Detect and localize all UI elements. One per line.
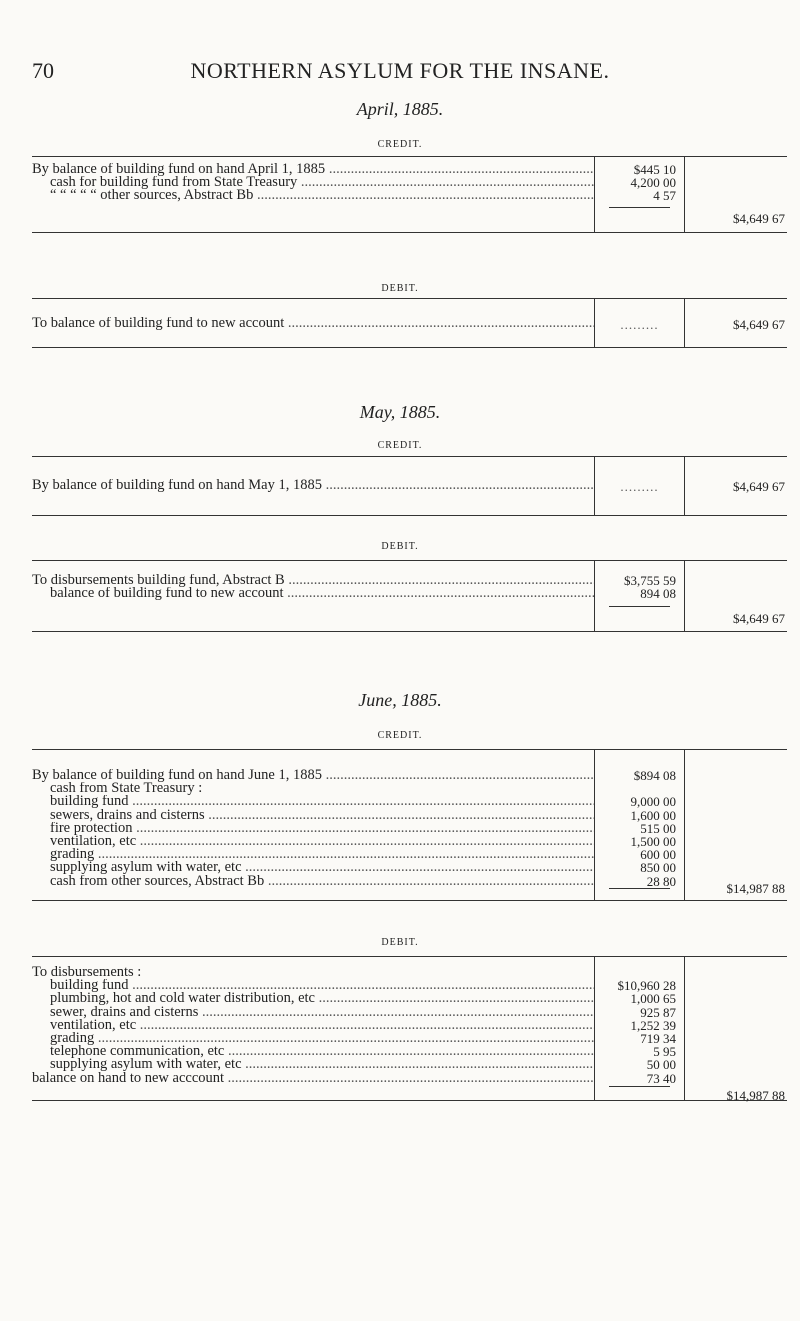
amount: 925 87 [640, 1004, 676, 1020]
june-debit-lines [32, 966, 594, 1085]
amount: $10,960 28 [617, 978, 676, 994]
june-debit-label: DEBIT. [381, 937, 419, 948]
april-debit-label: DEBIT. [381, 283, 419, 294]
amount: 1,600 00 [630, 807, 676, 823]
may-debit-table [32, 560, 787, 632]
amount: 719 34 [640, 1031, 676, 1046]
amount-column [594, 750, 685, 900]
amount: 73 40 [646, 1070, 676, 1086]
amount: 4 57 [653, 188, 676, 204]
june-debit-table [32, 956, 787, 1101]
april-heading: April, 1885. [356, 99, 444, 119]
amount-column [594, 157, 685, 232]
ledger-line: building fund ..... [32, 979, 594, 992]
may-credit-label: CREDIT. [377, 440, 423, 451]
amount: 28 80 [646, 873, 676, 889]
amount-column [594, 457, 685, 515]
may-credit-lines [32, 479, 594, 492]
page-number: 70 [32, 58, 54, 83]
ledger-line: grading ..... [32, 848, 594, 861]
may-debit-lines [32, 574, 594, 600]
amount: $445 10 [633, 162, 676, 177]
may-credit-table [32, 456, 787, 516]
ledger-line: sewer, drains and cisterns ..... [32, 1006, 594, 1019]
amount: 1,252 39 [630, 1017, 676, 1033]
amount: 9,000 00 [630, 794, 676, 810]
april-debit-table [32, 298, 787, 348]
amount-column [594, 561, 685, 631]
total: $4,649 67 [733, 611, 785, 626]
ledger-line: cash for building fund from State Treasury ..... [32, 176, 594, 189]
sum-rule [609, 207, 670, 208]
ledger-line: “ “ “ “ “ other sources, Abstract Bb ..... [32, 189, 594, 202]
june-credit-table [32, 749, 787, 901]
june-credit-lines [32, 769, 594, 888]
ledger-line: plumbing, hot and cold water distribution, etc ..... [32, 992, 594, 1005]
ledger-line: To disbursements building fund, Abstract B ..... [32, 574, 594, 587]
ledger-line: balance on hand to new acccount ..... [32, 1072, 594, 1085]
amount: ......... [620, 317, 659, 332]
page-header [0, 58, 800, 82]
amount: 600 00 [640, 847, 676, 863]
june-credit-label: CREDIT. [377, 730, 423, 741]
total: $4,649 67 [733, 211, 785, 226]
amount: 515 00 [640, 820, 676, 836]
amount: 1,500 00 [630, 834, 676, 849]
running-title: NORTHERN ASYLUM FOR THE INSANE. [190, 58, 610, 83]
total: $14,987 88 [726, 881, 785, 896]
ledger-line: sewers, drains and cisterns ..... [32, 809, 594, 822]
ledger-line: building fund ..... [32, 795, 594, 808]
ledger-line: To balance of building fund to new account ..... [32, 317, 594, 330]
amount: 850 00 [640, 860, 676, 876]
april-credit-label: CREDIT. [377, 139, 423, 150]
amount: 50 00 [646, 1057, 676, 1073]
ledger-line: cash from State Treasury : [50, 782, 203, 796]
june-heading: June, 1885. [358, 690, 442, 710]
ledger-line: supplying asylum with water, etc ..... [32, 861, 594, 874]
sum-rule [609, 1086, 670, 1087]
amount-column [594, 299, 685, 347]
amount: 1,000 65 [630, 991, 676, 1007]
ledger-line: balance of building fund to new account ..... [32, 587, 594, 600]
ledger-line: By balance of building fund on hand May 1, 1885 ..... [32, 479, 594, 492]
total: $4,649 67 [733, 479, 785, 494]
april-credit-table [32, 156, 787, 233]
amount: 894 08 [640, 586, 676, 602]
ledger-line: fire protection ..... [32, 822, 594, 835]
may-debit-label: DEBIT. [381, 541, 419, 552]
amount: $3,755 59 [624, 573, 676, 588]
ledger-line: supplying asylum with water, etc ..... [32, 1058, 594, 1071]
amount: 5 95 [653, 1044, 676, 1060]
amount-column [594, 957, 685, 1100]
april-credit-lines [32, 163, 594, 203]
total: $14,987 88 [726, 1088, 785, 1103]
ledger-line: ventilation, etc ..... [32, 1019, 594, 1032]
ledger-line: To disbursements : [32, 966, 142, 980]
amount: 4,200 00 [630, 175, 676, 191]
total: $4,649 67 [733, 317, 785, 332]
ledger-line: ventilation, etc ..... [32, 835, 594, 848]
ledger-line: By balance of building fund on hand April 1, 1885 ..... [32, 163, 594, 176]
sum-rule [609, 606, 670, 607]
amount: ......... [620, 479, 659, 494]
ledger-line: By balance of building fund on hand June 1, 1885 ..... [32, 769, 594, 782]
ledger-line: telephone communication, etc ..... [32, 1045, 594, 1058]
may-heading: May, 1885. [359, 402, 441, 422]
ledger-line: grading ..... [32, 1032, 594, 1045]
april-debit-lines [32, 317, 594, 330]
ledger-line: cash from other sources, Abstract Bb ..... [32, 875, 594, 888]
amount: $894 08 [633, 768, 676, 783]
sum-rule [609, 888, 670, 889]
